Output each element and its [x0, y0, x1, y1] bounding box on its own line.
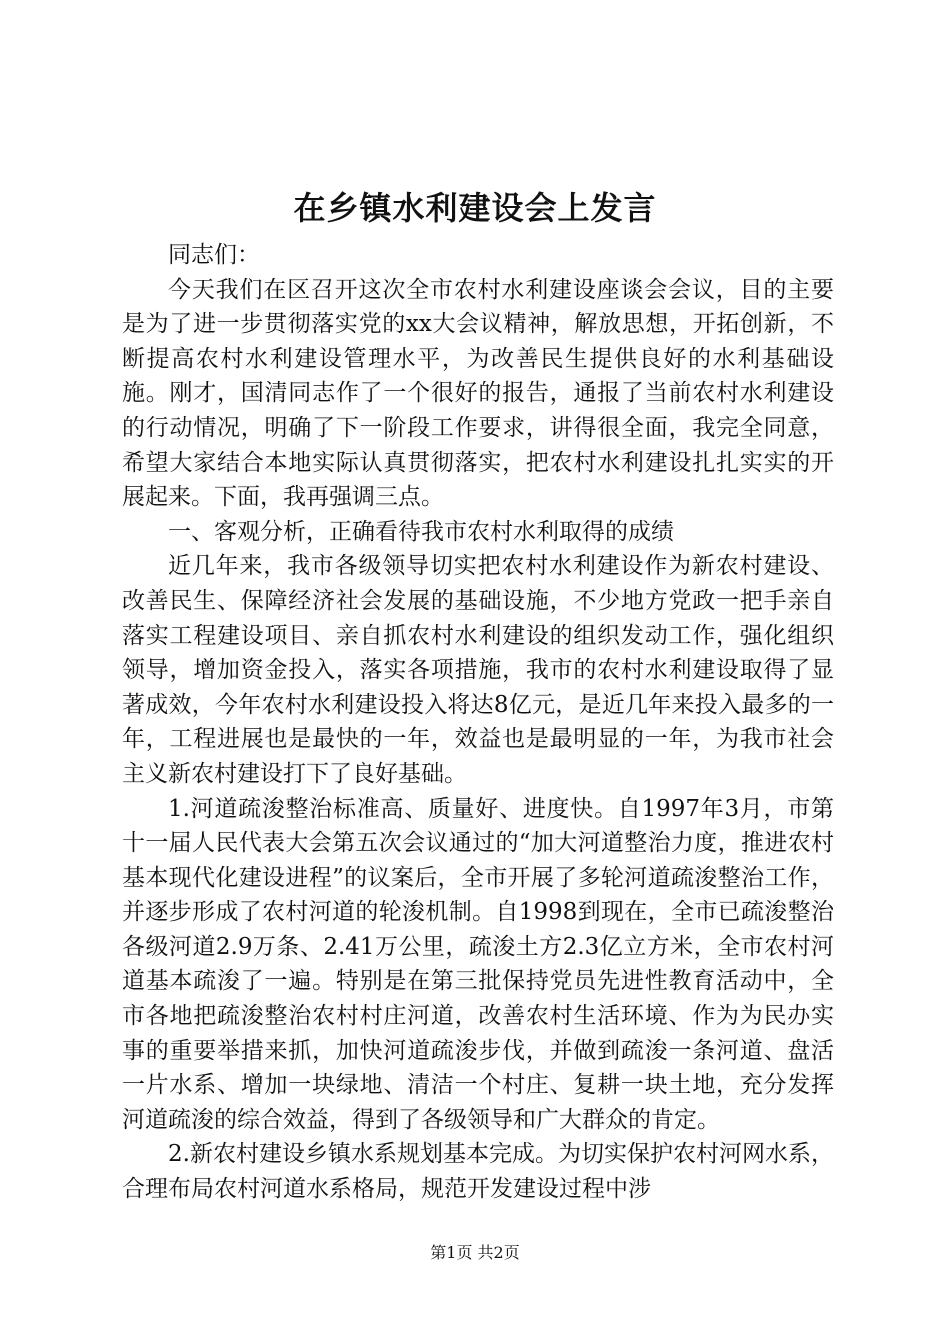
- body-paragraph: 近几年来，我市各级领导切实把农村水利建设作为新农村建设、改善民生、保障经济社会发展的基础设施，不少地方党政一把手亲自落实工程建设项目、亲自抓农村水利建设的组织发动工作，强化组织领导，增加资金投入，落实各项措施，我市的农村水利建设取得了显著成效，今年农村水利建设投入将达8亿元，是近几年来投入最多的一年，工程进展也是最快的一年，效益也是最明显的一年，为我市社会主义新农村建设打下了良好基础。: [122, 553, 834, 787]
- body-paragraph: 今天我们在区召开这次全市农村水利建设座谈会会议，目的主要是为了进一步贯彻落实党的xx大会议精神，解放思想，开拓创新，不断提高农村水利建设管理水平，为改善民生提供良好的水利基础设施。刚才，国清同志作了一个很好的报告，通报了当前农村水利建设的行动情况，明确了下一阶段工作要求，讲得很全面，我完全同意，希望大家结合本地实际认真贯彻落实，把农村水利建设扎扎实实的开展起来。下面，我再强调三点。: [122, 276, 834, 511]
- salutation-paragraph: 同志们：: [168, 242, 260, 268]
- body-paragraph: 1.河道疏浚整治标准高、质量好、进度快。自1997年3月，市第十一届人民代表大会第五次会议通过的“加大河道整治力度，推进农村基本现代化建设进程”的议案后，全市开展了多轮河道疏浚整治工作，并逐步形成了农村河道的轮浚机制。自1998到现在，全市已疏浚整治各级河道2.9万条、2.41万公里，疏浚土方2.3亿立方米，全市农村河道基本疏浚了一遍。特别是在第三批保持党员先进性教育活动中，全市各地把疏浚整治农村村庄河道，改善农村生活环境、作为为民办实事的重要举措来抓，加快河道疏浚步伐，并做到疏浚一条河道、盘活一片水系、增加一块绿地、清洁一个村庄、复耕一块土地，充分发挥河道疏浚的综合效益，得到了各级领导和广大群众的肯定。: [122, 795, 834, 1133]
- section-heading: 一、客观分析，正确看待我市农村水利取得的成绩: [168, 518, 674, 545]
- document-title: 在乡镇水利建设会上发言: [293, 189, 657, 227]
- page-footer: 第1页 共2页: [430, 1243, 520, 1262]
- body-paragraph: 2.新农村建设乡镇水系规划基本完成。为切实保护农村河网水系，合理布局农村河道水系格局，规范开发建设过程中涉: [122, 1141, 834, 1203]
- document-body: [122, 238, 834, 1207]
